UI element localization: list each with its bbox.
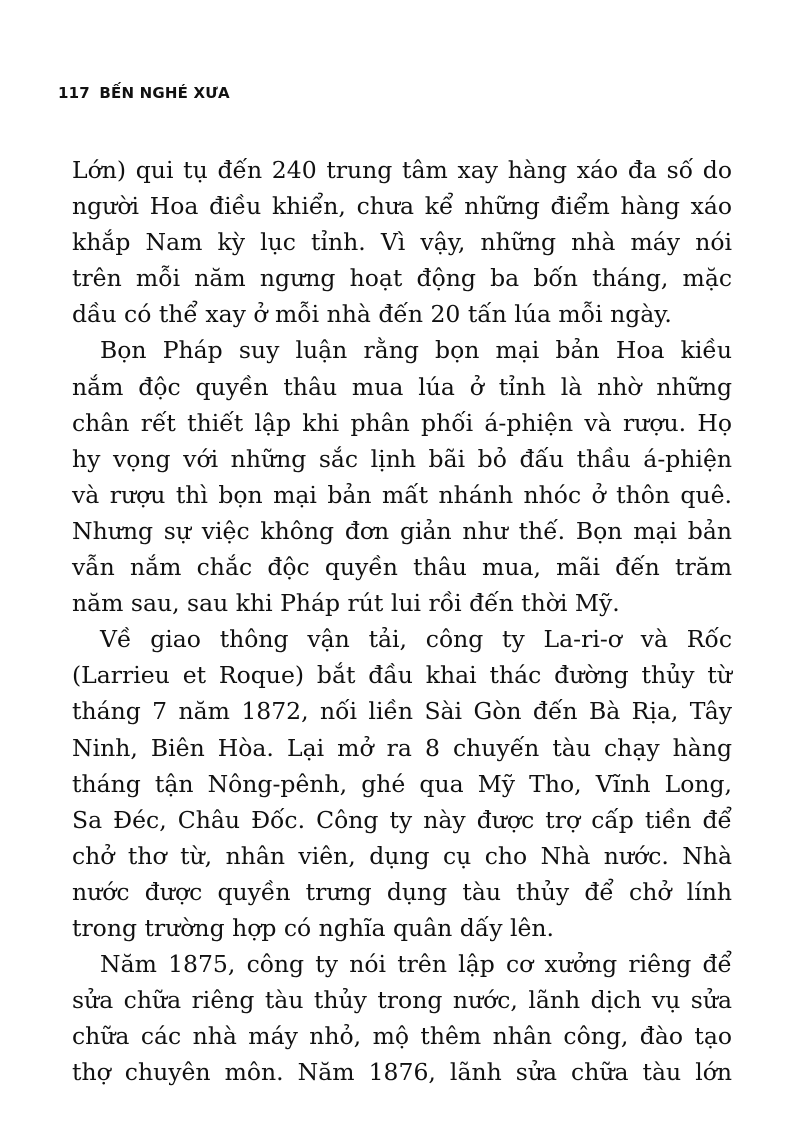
text-line: vẫn nắm chắc độc quyền thâu mua, mãi đến trăm [72, 553, 732, 582]
text-line: (Larrieu et Roque) bắt đầu khai thác đường thủy từ [72, 661, 732, 690]
text-line: trên mỗi năm ngưng hoạt động ba bốn tháng, mặc [72, 264, 732, 293]
text-line: trong trường hợp có nghĩa quân dấy lên. [72, 913, 554, 942]
paragraph-4 [72, 946, 732, 1090]
text-line: chở thơ từ, nhân viên, dụng cụ cho Nhà nước. Nhà [72, 841, 732, 870]
text-line: Bọn Pháp suy luận rằng bọn mại bản Hoa kiều [100, 336, 732, 365]
page-number: 117 [58, 84, 90, 102]
text-line: nước được quyền trưng dụng tàu thủy để chở lính [72, 877, 732, 906]
text-line: Lớn) qui tụ đến 240 trung tâm xay hàng xáo đa số do [72, 156, 732, 184]
text-line: hy vọng với những sắc lịnh bãi bỏ đấu thầu á-phiện [72, 444, 732, 473]
text-line: sửa chữa riêng tàu thủy trong nước, lãnh dịch vụ sửa [72, 986, 732, 1015]
text-line: nắm độc quyền thâu mua lúa ở tỉnh là nhờ những [72, 372, 732, 401]
text-line: tháng 7 năm 1872, nối liền Sài Gòn đến Bà Rịa, Tây [72, 697, 732, 726]
text-line: thợ chuyên môn. Năm 1876, lãnh sửa chữa tàu lớn [72, 1058, 732, 1087]
text-line: chữa các nhà máy nhỏ, mộ thêm nhân công, đào tạo [72, 1022, 732, 1051]
paragraph-2 [72, 332, 732, 621]
body-text [72, 152, 732, 1090]
text-line: Nhưng sự việc không đơn giản như thế. Bọn mại bản [72, 516, 732, 545]
text-line: Về giao thông vận tải, công ty La-ri-ơ và Rốc [100, 625, 732, 654]
paragraph-3 [72, 621, 732, 946]
text-line: năm sau, sau khi Pháp rút lui rồi đến thời Mỹ. [72, 589, 620, 618]
text-line: dầu có thể xay ở mỗi nhà đến 20 tấn lúa mỗi ngày. [72, 300, 672, 329]
text-line: người Hoa điều khiển, chưa kể những điểm hàng xáo [72, 192, 732, 221]
running-header [58, 84, 230, 102]
text-line: và rượu thì bọn mại bản mất nhánh nhóc ở thôn quê. [72, 480, 732, 509]
text-line: Ninh, Biên Hòa. Lại mở ra 8 chuyến tàu chạy hàng [72, 733, 732, 762]
paragraph-1 [72, 152, 732, 332]
text-line: tháng tận Nông-pênh, ghé qua Mỹ Tho, Vĩnh Long, [72, 769, 732, 798]
text-line: Sa Đéc, Châu Đốc. Công ty này được trợ cấp tiền để [72, 805, 732, 834]
text-line: Năm 1875, công ty nói trên lập cơ xưởng riêng để [100, 950, 732, 979]
text-line: chân rết thiết lập khi phân phối á-phiện và rượu. Họ [72, 408, 732, 437]
text-line: khắp Nam kỳ lục tỉnh. Vì vậy, những nhà máy nói [72, 228, 732, 257]
running-title: BẾN NGHÉ XƯA [99, 84, 230, 102]
